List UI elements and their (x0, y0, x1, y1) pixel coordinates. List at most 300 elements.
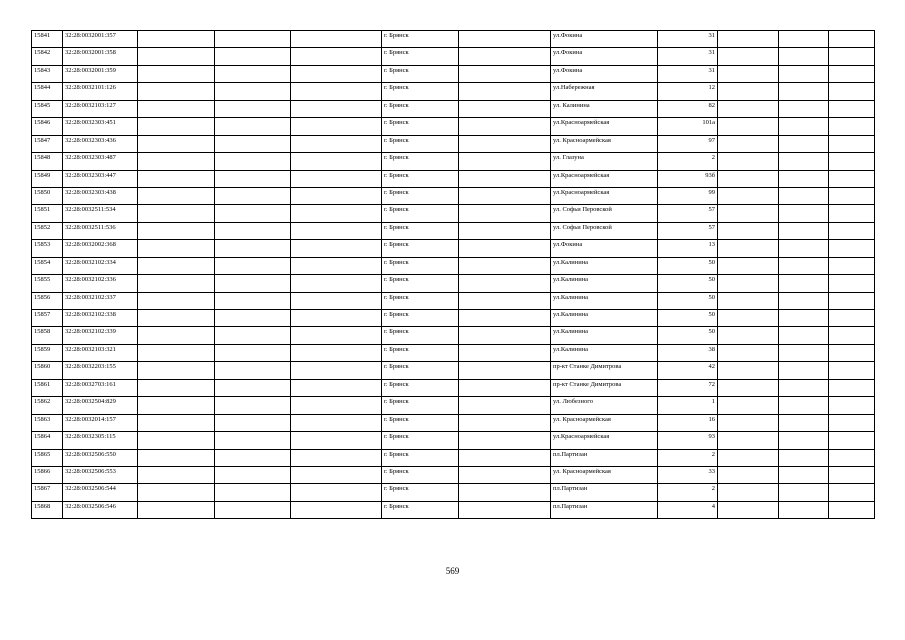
row-number-cell: 15847 (32, 135, 63, 152)
empty-cell (779, 484, 829, 501)
house-number-cell: 101а (658, 118, 718, 135)
city-cell: г. Брянск (382, 379, 459, 396)
empty-cell (291, 362, 382, 379)
house-number-cell: 38 (658, 344, 718, 361)
city-cell: г. Брянск (382, 466, 459, 483)
cadastral-number-cell: 32:28:0032102:336 (63, 275, 138, 292)
table-row (32, 466, 875, 483)
empty-cell (718, 501, 779, 518)
empty-cell (718, 240, 779, 257)
empty-cell (718, 83, 779, 100)
empty-cell (829, 65, 875, 82)
row-number-cell: 15868 (32, 501, 63, 518)
empty-cell (779, 449, 829, 466)
empty-cell (779, 153, 829, 170)
empty-cell (718, 31, 779, 48)
cadastral-number-cell: 32:28:0032103:321 (63, 344, 138, 361)
city-cell: г. Брянск (382, 222, 459, 239)
city-cell: г. Брянск (382, 187, 459, 204)
empty-cell (138, 205, 215, 222)
empty-cell (459, 379, 551, 396)
empty-cell (138, 240, 215, 257)
house-number-cell: 72 (658, 379, 718, 396)
empty-cell (291, 466, 382, 483)
house-number-cell: 50 (658, 257, 718, 274)
row-number-cell: 15851 (32, 205, 63, 222)
empty-cell (779, 414, 829, 431)
empty-cell (459, 362, 551, 379)
empty-cell (779, 257, 829, 274)
city-cell: г. Брянск (382, 484, 459, 501)
cadastral-number-cell: 32:28:0032703:161 (63, 379, 138, 396)
empty-cell (291, 31, 382, 48)
empty-cell (718, 432, 779, 449)
empty-cell (779, 83, 829, 100)
empty-cell (291, 170, 382, 187)
house-number-cell: 33 (658, 466, 718, 483)
row-number-cell: 15863 (32, 414, 63, 431)
table-row (32, 501, 875, 518)
empty-cell (718, 327, 779, 344)
empty-cell (829, 31, 875, 48)
empty-cell (459, 118, 551, 135)
table-row (32, 327, 875, 344)
empty-cell (459, 466, 551, 483)
table-row (32, 397, 875, 414)
empty-cell (291, 257, 382, 274)
house-number-cell: 16 (658, 414, 718, 431)
empty-cell (215, 187, 291, 204)
cadastral-number-cell: 32:28:0032102:337 (63, 292, 138, 309)
empty-cell (138, 135, 215, 152)
empty-cell (291, 100, 382, 117)
empty-cell (779, 379, 829, 396)
registry-table (31, 30, 875, 519)
city-cell: г. Брянск (382, 327, 459, 344)
city-cell: г. Брянск (382, 205, 459, 222)
empty-cell (215, 83, 291, 100)
empty-cell (459, 83, 551, 100)
empty-cell (829, 449, 875, 466)
house-number-cell: 13 (658, 240, 718, 257)
empty-cell (829, 292, 875, 309)
empty-cell (291, 310, 382, 327)
row-number-cell: 15854 (32, 257, 63, 274)
empty-cell (291, 118, 382, 135)
empty-cell (779, 65, 829, 82)
empty-cell (291, 275, 382, 292)
table-row (32, 100, 875, 117)
empty-cell (459, 292, 551, 309)
street-cell: пл.Партизан (551, 449, 658, 466)
house-number-cell: 50 (658, 310, 718, 327)
empty-cell (459, 31, 551, 48)
empty-cell (718, 257, 779, 274)
table-row (32, 153, 875, 170)
house-number-cell: 99 (658, 187, 718, 204)
empty-cell (215, 432, 291, 449)
empty-cell (829, 310, 875, 327)
table-row (32, 292, 875, 309)
empty-cell (779, 170, 829, 187)
empty-cell (718, 292, 779, 309)
city-cell: г. Брянск (382, 48, 459, 65)
empty-cell (291, 327, 382, 344)
house-number-cell: 2 (658, 449, 718, 466)
street-cell: ул.Фокина (551, 48, 658, 65)
empty-cell (459, 414, 551, 431)
cadastral-number-cell: 32:28:0032103:127 (63, 100, 138, 117)
cadastral-number-cell: 32:28:0032102:339 (63, 327, 138, 344)
empty-cell (291, 135, 382, 152)
empty-cell (215, 222, 291, 239)
empty-cell (459, 240, 551, 257)
empty-cell (291, 48, 382, 65)
row-number-cell: 15852 (32, 222, 63, 239)
cadastral-number-cell: 32:28:0032303:436 (63, 135, 138, 152)
empty-cell (215, 362, 291, 379)
empty-cell (718, 275, 779, 292)
empty-cell (718, 153, 779, 170)
cadastral-number-cell: 32:28:0032506:546 (63, 501, 138, 518)
empty-cell (779, 48, 829, 65)
cadastral-number-cell: 32:28:0032001:358 (63, 48, 138, 65)
row-number-cell: 15842 (32, 48, 63, 65)
empty-cell (779, 501, 829, 518)
empty-cell (215, 466, 291, 483)
table-row (32, 205, 875, 222)
empty-cell (291, 222, 382, 239)
empty-cell (215, 275, 291, 292)
empty-cell (138, 100, 215, 117)
table-row (32, 484, 875, 501)
empty-cell (779, 466, 829, 483)
empty-cell (459, 344, 551, 361)
street-cell: пр-кт Станке Димитрова (551, 362, 658, 379)
empty-cell (829, 432, 875, 449)
empty-cell (138, 379, 215, 396)
empty-cell (138, 65, 215, 82)
empty-cell (291, 65, 382, 82)
street-cell: ул. Любезного (551, 397, 658, 414)
empty-cell (215, 240, 291, 257)
row-number-cell: 15841 (32, 31, 63, 48)
empty-cell (459, 187, 551, 204)
city-cell: г. Брянск (382, 310, 459, 327)
empty-cell (779, 205, 829, 222)
house-number-cell: 57 (658, 222, 718, 239)
empty-cell (138, 449, 215, 466)
empty-cell (718, 379, 779, 396)
empty-cell (138, 222, 215, 239)
empty-cell (215, 327, 291, 344)
empty-cell (718, 484, 779, 501)
street-cell: ул.Красноармейская (551, 432, 658, 449)
empty-cell (291, 83, 382, 100)
empty-cell (459, 48, 551, 65)
cadastral-number-cell: 32:28:0032002:368 (63, 240, 138, 257)
street-cell: ул.Калинина (551, 292, 658, 309)
street-cell: ул.Калинина (551, 257, 658, 274)
empty-cell (138, 501, 215, 518)
empty-cell (779, 118, 829, 135)
house-number-cell: 4 (658, 501, 718, 518)
empty-cell (291, 153, 382, 170)
street-cell: ул.Фокина (551, 31, 658, 48)
empty-cell (215, 344, 291, 361)
empty-cell (829, 397, 875, 414)
empty-cell (138, 397, 215, 414)
empty-cell (459, 397, 551, 414)
cadastral-number-cell: 32:28:0032101:126 (63, 83, 138, 100)
empty-cell (718, 135, 779, 152)
table-row (32, 135, 875, 152)
cadastral-number-cell: 32:28:0032001:357 (63, 31, 138, 48)
house-number-cell: 93б (658, 170, 718, 187)
empty-cell (718, 466, 779, 483)
empty-cell (459, 205, 551, 222)
city-cell: г. Брянск (382, 135, 459, 152)
table-row (32, 118, 875, 135)
empty-cell (215, 170, 291, 187)
city-cell: г. Брянск (382, 31, 459, 48)
empty-cell (291, 344, 382, 361)
empty-cell (291, 205, 382, 222)
empty-cell (215, 153, 291, 170)
empty-cell (215, 292, 291, 309)
empty-cell (459, 327, 551, 344)
city-cell: г. Брянск (382, 449, 459, 466)
city-cell: г. Брянск (382, 362, 459, 379)
table-row (32, 83, 875, 100)
house-number-cell: 57 (658, 205, 718, 222)
row-number-cell: 15858 (32, 327, 63, 344)
cadastral-number-cell: 32:28:0032102:338 (63, 310, 138, 327)
city-cell: г. Брянск (382, 153, 459, 170)
row-number-cell: 15860 (32, 362, 63, 379)
cadastral-number-cell: 32:28:0032305:115 (63, 432, 138, 449)
empty-cell (779, 240, 829, 257)
row-number-cell: 15866 (32, 466, 63, 483)
empty-cell (138, 327, 215, 344)
row-number-cell: 15859 (32, 344, 63, 361)
empty-cell (718, 222, 779, 239)
city-cell: г. Брянск (382, 170, 459, 187)
city-cell: г. Брянск (382, 292, 459, 309)
house-number-cell: 2 (658, 484, 718, 501)
house-number-cell: 12 (658, 83, 718, 100)
street-cell: ул. Софьи Перовской (551, 222, 658, 239)
table-row (32, 31, 875, 48)
empty-cell (138, 48, 215, 65)
empty-cell (138, 118, 215, 135)
empty-cell (215, 48, 291, 65)
table-row (32, 449, 875, 466)
table-row (32, 240, 875, 257)
row-number-cell: 15867 (32, 484, 63, 501)
cadastral-number-cell: 32:28:0032506:550 (63, 449, 138, 466)
street-cell: ул.Фокина (551, 65, 658, 82)
empty-cell (779, 31, 829, 48)
empty-cell (215, 397, 291, 414)
empty-cell (829, 118, 875, 135)
street-cell: ул.Калинина (551, 327, 658, 344)
row-number-cell: 15857 (32, 310, 63, 327)
empty-cell (215, 379, 291, 396)
city-cell: г. Брянск (382, 257, 459, 274)
city-cell: г. Брянск (382, 83, 459, 100)
street-cell: ул. Софьи Перовской (551, 205, 658, 222)
empty-cell (138, 170, 215, 187)
table-row (32, 257, 875, 274)
row-number-cell: 15853 (32, 240, 63, 257)
table-row (32, 432, 875, 449)
house-number-cell: 50 (658, 292, 718, 309)
empty-cell (779, 222, 829, 239)
table-row (32, 65, 875, 82)
empty-cell (829, 379, 875, 396)
empty-cell (138, 292, 215, 309)
empty-cell (829, 275, 875, 292)
empty-cell (718, 170, 779, 187)
cadastral-number-cell: 32:28:0032014:157 (63, 414, 138, 431)
empty-cell (291, 397, 382, 414)
empty-cell (718, 205, 779, 222)
city-cell: г. Брянск (382, 414, 459, 431)
empty-cell (829, 414, 875, 431)
empty-cell (459, 449, 551, 466)
cadastral-number-cell: 32:28:0032001:359 (63, 65, 138, 82)
empty-cell (459, 222, 551, 239)
empty-cell (718, 65, 779, 82)
empty-cell (215, 31, 291, 48)
empty-cell (718, 118, 779, 135)
empty-cell (215, 449, 291, 466)
house-number-cell: 82 (658, 100, 718, 117)
empty-cell (459, 65, 551, 82)
house-number-cell: 2 (658, 153, 718, 170)
empty-cell (718, 187, 779, 204)
empty-cell (138, 275, 215, 292)
empty-cell (779, 100, 829, 117)
house-number-cell: 31 (658, 31, 718, 48)
row-number-cell: 15846 (32, 118, 63, 135)
street-cell: ул. Красноармейская (551, 466, 658, 483)
table-body (32, 31, 875, 519)
empty-cell (291, 187, 382, 204)
empty-cell (215, 414, 291, 431)
empty-cell (829, 466, 875, 483)
empty-cell (829, 153, 875, 170)
house-number-cell: 1 (658, 397, 718, 414)
table-row (32, 170, 875, 187)
cadastral-number-cell: 32:28:0032511:534 (63, 205, 138, 222)
page-number: 569 (445, 566, 460, 576)
empty-cell (718, 344, 779, 361)
street-cell: ул.Фокина (551, 240, 658, 257)
cadastral-number-cell: 32:28:0032504:829 (63, 397, 138, 414)
row-number-cell: 15855 (32, 275, 63, 292)
empty-cell (215, 118, 291, 135)
empty-cell (291, 379, 382, 396)
row-number-cell: 15862 (32, 397, 63, 414)
street-cell: пл.Партизан (551, 501, 658, 518)
empty-cell (779, 135, 829, 152)
empty-cell (459, 501, 551, 518)
city-cell: г. Брянск (382, 65, 459, 82)
empty-cell (215, 205, 291, 222)
city-cell: г. Брянск (382, 501, 459, 518)
empty-cell (779, 362, 829, 379)
empty-cell (138, 484, 215, 501)
empty-cell (829, 257, 875, 274)
empty-cell (291, 449, 382, 466)
row-number-cell: 15843 (32, 65, 63, 82)
empty-cell (718, 100, 779, 117)
row-number-cell: 15861 (32, 379, 63, 396)
empty-cell (779, 275, 829, 292)
street-cell: ул.Калинина (551, 275, 658, 292)
empty-cell (138, 362, 215, 379)
empty-cell (779, 187, 829, 204)
empty-cell (215, 135, 291, 152)
table-row (32, 344, 875, 361)
empty-cell (291, 432, 382, 449)
empty-cell (138, 432, 215, 449)
empty-cell (829, 344, 875, 361)
table-row (32, 362, 875, 379)
street-cell: ул. Калинина (551, 100, 658, 117)
empty-cell (215, 310, 291, 327)
empty-cell (138, 310, 215, 327)
street-cell: ул.Калинина (551, 310, 658, 327)
city-cell: г. Брянск (382, 344, 459, 361)
row-number-cell: 15845 (32, 100, 63, 117)
empty-cell (138, 466, 215, 483)
empty-cell (459, 432, 551, 449)
table-row (32, 222, 875, 239)
empty-cell (459, 170, 551, 187)
cadastral-number-cell: 32:28:0032303:438 (63, 187, 138, 204)
empty-cell (779, 344, 829, 361)
empty-cell (829, 100, 875, 117)
cadastral-number-cell: 32:28:0032203:155 (63, 362, 138, 379)
empty-cell (138, 414, 215, 431)
row-number-cell: 15848 (32, 153, 63, 170)
empty-cell (718, 414, 779, 431)
empty-cell (291, 292, 382, 309)
street-cell: ул.Калинина (551, 344, 658, 361)
cadastral-number-cell: 32:28:0032303:487 (63, 153, 138, 170)
empty-cell (459, 100, 551, 117)
empty-cell (829, 187, 875, 204)
empty-cell (138, 344, 215, 361)
empty-cell (829, 501, 875, 518)
empty-cell (829, 362, 875, 379)
empty-cell (459, 484, 551, 501)
empty-cell (459, 135, 551, 152)
empty-cell (718, 48, 779, 65)
row-number-cell: 15850 (32, 187, 63, 204)
empty-cell (829, 205, 875, 222)
street-cell: ул.Набережная (551, 83, 658, 100)
table-row (32, 187, 875, 204)
empty-cell (779, 292, 829, 309)
city-cell: г. Брянск (382, 118, 459, 135)
empty-cell (829, 484, 875, 501)
empty-cell (829, 135, 875, 152)
city-cell: г. Брянск (382, 275, 459, 292)
